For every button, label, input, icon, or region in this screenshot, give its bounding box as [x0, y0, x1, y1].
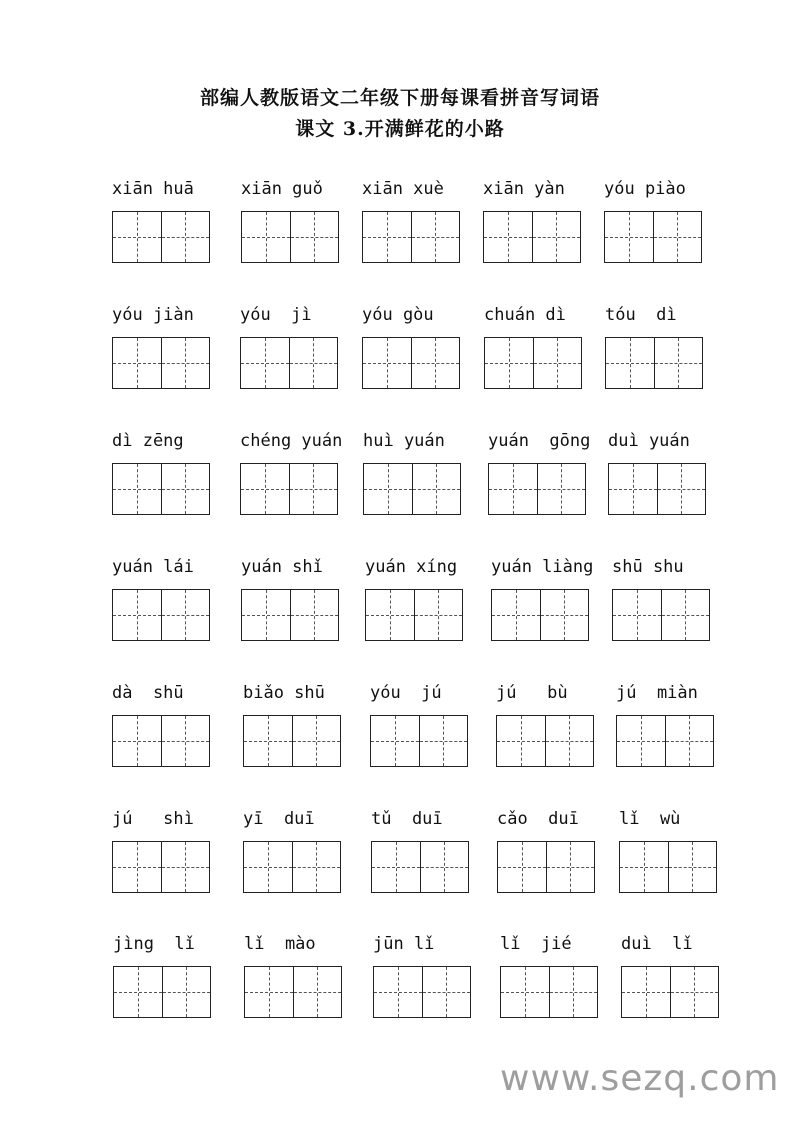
- writing-grid[interactable]: [241, 589, 339, 641]
- character-box[interactable]: [162, 967, 211, 1017]
- character-box[interactable]: [653, 212, 702, 262]
- pinyin-label: duì yuán: [608, 431, 690, 451]
- pinyin-label: yuán lái: [112, 557, 194, 577]
- pinyin-label: lǐ jié: [500, 934, 572, 954]
- character-box[interactable]: [293, 967, 342, 1017]
- character-box[interactable]: [363, 338, 411, 388]
- character-box[interactable]: [113, 842, 161, 892]
- character-box[interactable]: [549, 967, 598, 1017]
- character-box[interactable]: [606, 338, 654, 388]
- writing-grid[interactable]: [244, 966, 342, 1018]
- character-box[interactable]: [540, 590, 589, 640]
- character-box[interactable]: [292, 716, 341, 766]
- character-box[interactable]: [363, 212, 411, 262]
- character-box[interactable]: [161, 590, 210, 640]
- character-box[interactable]: [113, 212, 161, 262]
- writing-grid[interactable]: [112, 841, 210, 893]
- writing-grid[interactable]: [112, 337, 210, 389]
- pinyin-label: yóu jiàn: [112, 305, 194, 325]
- writing-grid[interactable]: [496, 715, 594, 767]
- character-box[interactable]: [419, 716, 468, 766]
- pinyin-label: dà shū: [112, 683, 184, 703]
- character-box[interactable]: [113, 716, 161, 766]
- writing-grid[interactable]: [484, 337, 582, 389]
- pinyin-label: jú shì: [112, 809, 194, 829]
- writing-grid[interactable]: [604, 211, 702, 263]
- writing-grid[interactable]: [608, 463, 706, 515]
- writing-grid[interactable]: [483, 211, 581, 263]
- writing-grid[interactable]: [621, 966, 719, 1018]
- character-box[interactable]: [113, 464, 161, 514]
- character-box[interactable]: [161, 212, 210, 262]
- pinyin-label: chéng yuán: [240, 431, 343, 451]
- pinyin-label: yuán xíng: [365, 557, 458, 577]
- character-box[interactable]: [242, 590, 290, 640]
- character-box[interactable]: [605, 212, 653, 262]
- character-box[interactable]: [364, 464, 412, 514]
- watermark: www.sezq.com: [500, 1058, 780, 1099]
- character-box[interactable]: [366, 590, 414, 640]
- writing-grid[interactable]: [112, 463, 210, 515]
- pinyin-label: jūn lǐ: [373, 934, 435, 954]
- writing-grid[interactable]: [370, 715, 468, 767]
- character-box[interactable]: [537, 464, 586, 514]
- pinyin-label: jú miàn: [616, 683, 698, 703]
- character-box[interactable]: [161, 338, 210, 388]
- character-box[interactable]: [546, 842, 595, 892]
- pinyin-label: xiān yàn: [483, 179, 565, 199]
- pinyin-label: yóu gòu: [362, 305, 434, 325]
- writing-grid[interactable]: [612, 589, 710, 641]
- pinyin-label: jìng lǐ: [113, 934, 195, 954]
- character-box[interactable]: [114, 967, 162, 1017]
- pinyin-label: yuán gōng: [488, 431, 591, 451]
- character-box[interactable]: [661, 590, 710, 640]
- character-box[interactable]: [161, 716, 210, 766]
- character-box[interactable]: [411, 338, 460, 388]
- character-box[interactable]: [485, 338, 533, 388]
- pinyin-label: tǔ duī: [371, 809, 443, 829]
- pinyin-label: dì zēng: [112, 431, 184, 451]
- character-box[interactable]: [245, 967, 293, 1017]
- pinyin-label: yóu jú: [370, 683, 442, 703]
- character-box[interactable]: [617, 716, 665, 766]
- pinyin-label: yuán liàng: [491, 557, 594, 577]
- writing-grid[interactable]: [112, 715, 210, 767]
- pinyin-label: yuán shǐ: [241, 557, 323, 577]
- pinyin-label: xiān xuè: [362, 179, 444, 199]
- character-box[interactable]: [657, 464, 706, 514]
- character-box[interactable]: [241, 464, 289, 514]
- character-box[interactable]: [668, 842, 717, 892]
- character-box[interactable]: [290, 212, 339, 262]
- writing-grid[interactable]: [497, 841, 595, 893]
- character-box[interactable]: [411, 212, 460, 262]
- character-box[interactable]: [670, 967, 719, 1017]
- pinyin-label: xiān huā: [112, 179, 194, 199]
- pinyin-label: xiān guǒ: [241, 179, 323, 199]
- writing-grid[interactable]: [619, 841, 717, 893]
- character-box[interactable]: [422, 967, 471, 1017]
- writing-grid[interactable]: [371, 841, 469, 893]
- character-box[interactable]: [497, 716, 545, 766]
- character-box[interactable]: [533, 338, 582, 388]
- character-box[interactable]: [371, 716, 419, 766]
- pinyin-label: huì yuán: [363, 431, 445, 451]
- character-box[interactable]: [420, 842, 469, 892]
- writing-grid[interactable]: [243, 715, 341, 767]
- writing-grid[interactable]: [500, 966, 598, 1018]
- pinyin-label: lǐ wù: [619, 809, 681, 829]
- writing-grid[interactable]: [605, 337, 703, 389]
- pinyin-label: biǎo shū: [243, 683, 325, 703]
- character-box[interactable]: [289, 338, 338, 388]
- writing-grid[interactable]: [112, 211, 210, 263]
- character-box[interactable]: [412, 464, 461, 514]
- character-box[interactable]: [292, 842, 341, 892]
- pinyin-label: shū shu: [612, 557, 684, 577]
- pinyin-label: tóu dì: [605, 305, 677, 325]
- pinyin-label: yóu jì: [240, 305, 312, 325]
- character-box[interactable]: [289, 464, 338, 514]
- character-box[interactable]: [492, 590, 540, 640]
- pinyin-label: yóu piào: [604, 179, 686, 199]
- writing-grid[interactable]: [363, 463, 461, 515]
- character-box[interactable]: [654, 338, 703, 388]
- writing-grid[interactable]: [362, 337, 460, 389]
- writing-grid[interactable]: [616, 715, 714, 767]
- pinyin-label: duì lǐ: [621, 934, 693, 954]
- character-box[interactable]: [489, 464, 537, 514]
- character-box[interactable]: [372, 842, 420, 892]
- character-box[interactable]: [620, 842, 668, 892]
- writing-grid[interactable]: [241, 211, 339, 263]
- writing-grid[interactable]: [112, 589, 210, 641]
- character-box[interactable]: [609, 464, 657, 514]
- writing-grid[interactable]: [373, 966, 471, 1018]
- writing-grid[interactable]: [243, 841, 341, 893]
- pinyin-label: yī duī: [243, 809, 315, 829]
- lesson-title: 课文 3.开满鲜花的小路: [295, 118, 505, 140]
- character-box[interactable]: [622, 967, 670, 1017]
- character-box[interactable]: [113, 590, 161, 640]
- character-box[interactable]: [501, 967, 549, 1017]
- worksheet-title: 部编人教版语文二年级下册每课看拼音写词语: [199, 87, 600, 109]
- writing-grid[interactable]: [491, 589, 589, 641]
- character-box[interactable]: [613, 590, 661, 640]
- character-box[interactable]: [414, 590, 463, 640]
- character-box[interactable]: [161, 842, 210, 892]
- character-box[interactable]: [290, 590, 339, 640]
- writing-grid[interactable]: [113, 966, 211, 1018]
- character-box[interactable]: [244, 716, 292, 766]
- character-box[interactable]: [532, 212, 581, 262]
- pinyin-label: chuán dì: [484, 305, 566, 325]
- writing-grid[interactable]: [240, 463, 338, 515]
- character-box[interactable]: [545, 716, 594, 766]
- writing-grid[interactable]: [488, 463, 586, 515]
- character-box[interactable]: [161, 464, 210, 514]
- pinyin-label: lǐ mào: [244, 934, 316, 954]
- writing-grid[interactable]: [240, 337, 338, 389]
- character-box[interactable]: [498, 842, 546, 892]
- character-box[interactable]: [665, 716, 714, 766]
- pinyin-label: cǎo duī: [497, 809, 579, 829]
- character-box[interactable]: [374, 967, 422, 1017]
- character-box[interactable]: [113, 338, 161, 388]
- character-box[interactable]: [241, 338, 289, 388]
- character-box[interactable]: [484, 212, 532, 262]
- pinyin-label: jú bù: [496, 683, 568, 703]
- writing-grid[interactable]: [365, 589, 463, 641]
- writing-grid[interactable]: [362, 211, 460, 263]
- character-box[interactable]: [242, 212, 290, 262]
- character-box[interactable]: [244, 842, 292, 892]
